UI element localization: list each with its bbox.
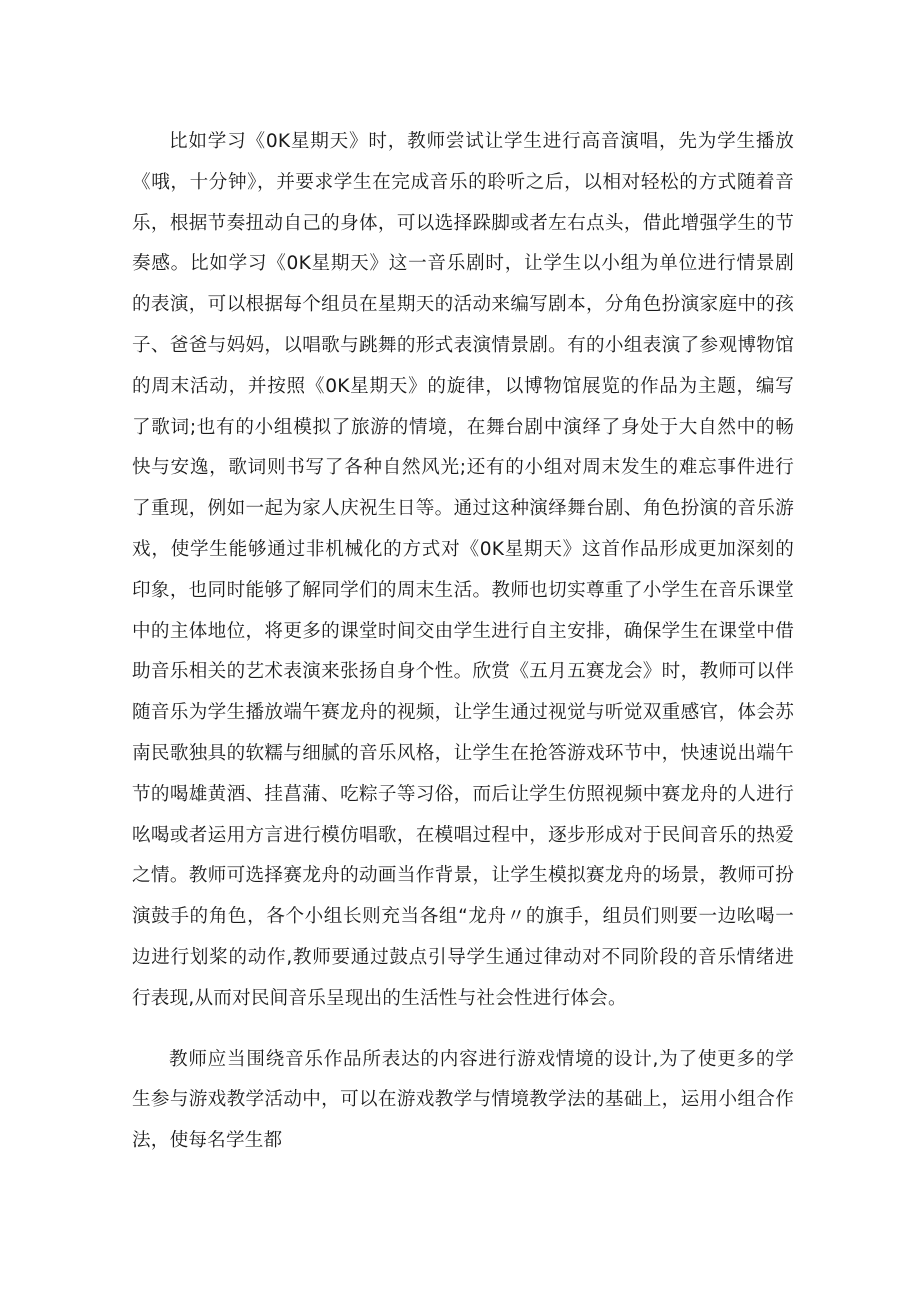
- document-body: [132, 122, 794, 1162]
- paragraph-1: 比如学习《0K星期天》时，教师尝试让学生进行高音演唱，先为学生播放《哦，十分钟》，并要求学生在完成音乐的聆听之后，以相对轻松的方式随着音乐，根据节奏扭动自己的身体，可以选择跺脚或者左右点头，借此增强学生的节奏感。比如学习《0K星期天》这一音乐剧时，让学生以小组为单位进行情景剧的表演，可以根据每个组员在星期天的活动来编写剧本，分角色扮演家庭中的孩子、爸爸与妈妈，以唱歌与跳舞的形式表演情景剧。有的小组表演了参观博物馆的周末活动，并按照《0K星期天》的旋律，以博物馆展览的作品为主题，编写了歌词;也有的小组模拟了旅游的情境，在舞台剧中演绎了身处于大自然中的畅快与安逸，歌词则书写了各种自然风光;还有的小组对周末发生的难忘事件进行了重现，例如一起为家人庆祝生日等。通过这种演绎舞台剧、角色扮演的音乐游戏，使学生能够通过非机械化的方式对《0K星期天》这首作品形成更加深刻的印象，也同时能够了解同学们的周末生活。教师也切实尊重了小学生在音乐课堂中的主体地位，将更多的课堂时间交由学生进行自主安排，确保学生在课堂中借助音乐相关的艺术表演来张扬自身个性。欣赏《五月五赛龙会》时，教师可以伴随音乐为学生播放端午赛龙舟的视频，让学生通过视觉与听觉双重感官，体会苏南民歌独具的软糯与细腻的音乐风格，让学生在抢答游戏环节中，快速说出端午节的喝雄黄酒、挂菖蒲、吃粽子等习俗，而后让学生仿照视频中赛龙舟的人进行吆喝或者运用方言进行模仿唱歌，在模唱过程中，逐步形成对于民间音乐的热爱之情。教师可选择赛龙舟的动画当作背景，让学生模拟赛龙舟的场景，教师可扮演鼓手的角色，各个小组长则充当各组“龙舟〃的旗手，组员们则要一边吆喝一边进行划桨的动作,教师要通过鼓点引导学生通过律动对不同阶段的音乐情绪进行表现,从而对民间音乐呈现出的生活性与社会性进行体会。: [132, 131, 794, 1009]
- paragraph-2: 教师应当围绕音乐作品所表达的内容进行游戏情境的设计,为了使更多的学生参与游戏教学活动中，可以在游戏教学与情境教学法的基础上，运用小组合作法，使每名学生都: [132, 1048, 794, 1152]
